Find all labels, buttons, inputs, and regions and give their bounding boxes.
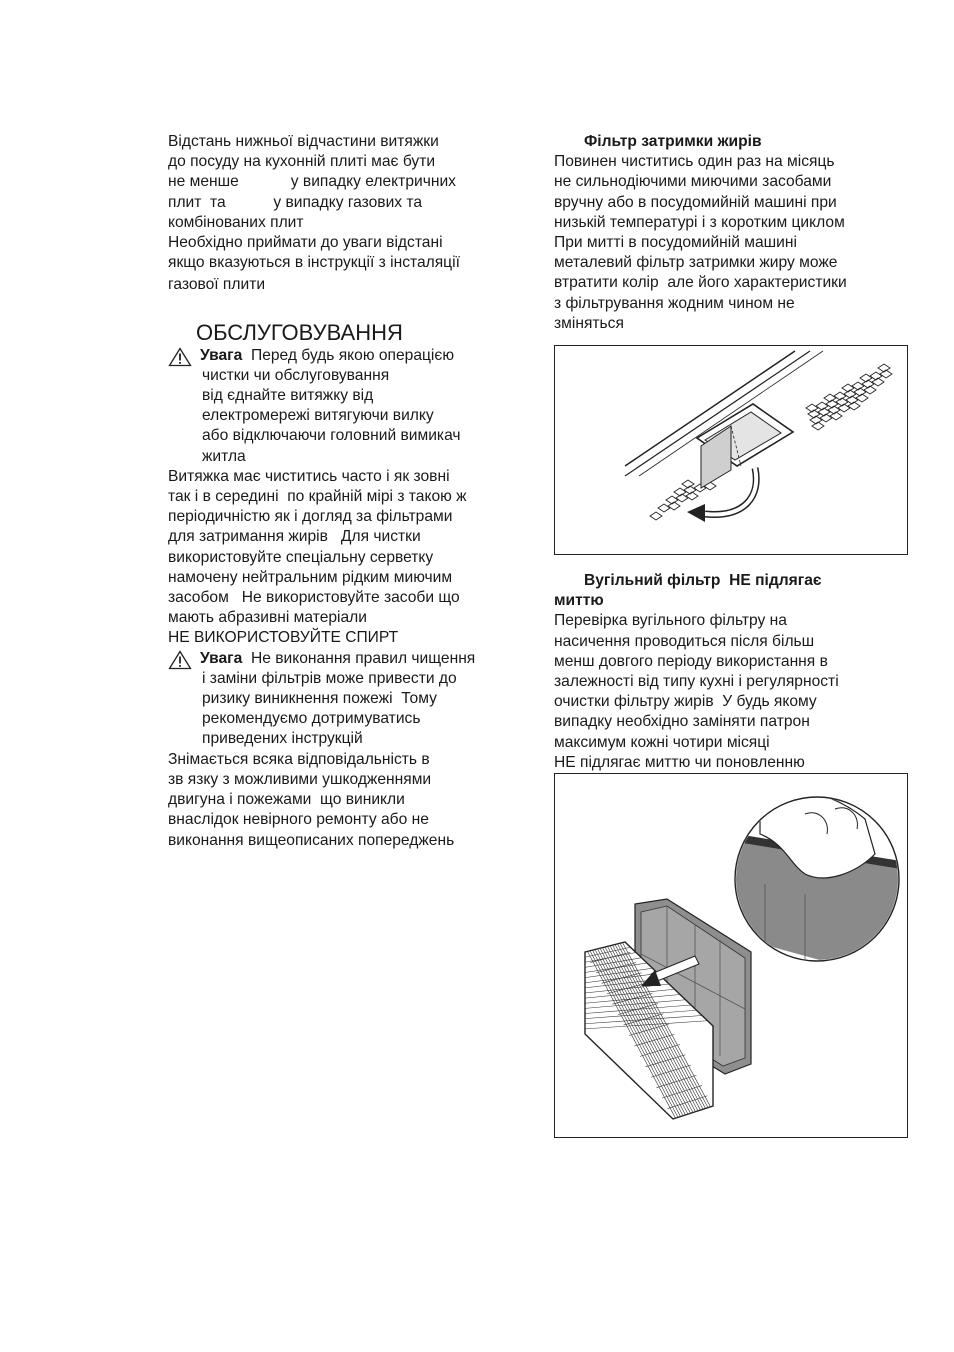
warning-triangle-icon (168, 347, 192, 367)
text-line: приведених інструкцій (202, 730, 363, 748)
text-line: якщо вказуються в інструкції з інсталяції (168, 254, 460, 272)
warning-text: Перед будь якою операцією (242, 346, 455, 364)
text-line: менш довгого періоду використання в (554, 652, 828, 670)
text-line: плит та у випадку газових та (168, 193, 423, 211)
text-line: не менше у випадку електричних (168, 173, 456, 191)
text-line: вручну або в посудомийній машині при (554, 193, 837, 211)
text-line: очистки фільтру жирів У будь якому (554, 693, 817, 711)
charcoal-filter-title-cont: миттю (554, 592, 604, 610)
text-line: виконання вищеописаних попереджень (168, 831, 455, 849)
text-line: мають абразивні матеріали (168, 609, 367, 627)
text-line: періодичністю як і догляд за фільтрами (168, 508, 453, 526)
text-line: до посуду на кухонній плиті має бути (168, 153, 436, 171)
charcoal-section (554, 571, 908, 773)
text-line: При митті в посудомийній машині (554, 234, 797, 252)
text-line: Відстань нижньої відчастини витяжки (168, 133, 439, 150)
text-line: Витяжка має чиститись часто і як зовні (168, 467, 450, 485)
text-line: низькій температурі і з коротким циклом (554, 213, 845, 231)
right-column (554, 132, 908, 334)
text-line: зміняться (554, 314, 624, 332)
text-line: чистки чи обслуговування (202, 366, 390, 384)
filter-hole (658, 504, 670, 512)
text-line: внаслідок невірного ремонту або не (168, 811, 429, 829)
text-line: використовуйте спеціальну серветку (168, 548, 434, 566)
grease-filter-text (554, 152, 908, 334)
grease-filter-illustration (554, 345, 908, 555)
text-line: двигуна і пожежами що виникли (168, 791, 405, 809)
text-line: не сильнодіючими миючими засобами (554, 173, 832, 191)
text-line: металевий фільтр затримки жиру може (554, 254, 838, 272)
text-line: газової плити (168, 276, 266, 294)
warning-triangle-icon (168, 650, 192, 670)
warning-block-2 (168, 649, 528, 750)
text-line: намочену нейтральним рідким миючим (168, 568, 453, 586)
text-line: електромережі витягуючи вилку (202, 407, 434, 425)
body-paragraph (168, 467, 528, 649)
warning-label: Увага (200, 346, 243, 364)
charcoal-filter-text (554, 611, 908, 773)
grease-filter-drawing (555, 346, 907, 554)
text-line: ризику виникнення пожежі Тому (202, 690, 437, 708)
text-line: засобом Не використовуйте засоби що (168, 589, 460, 607)
text-line: насичення проводиться після більш (554, 632, 815, 650)
text-line: так і в середині по крайній мірі з такою ж (168, 488, 467, 506)
text-line: або відключаючи головний вимикач (202, 427, 461, 445)
text-line: втратити колір але його характеристики (554, 274, 847, 292)
section-title: ОБСЛУГОВУВАННЯ (196, 319, 403, 345)
grease-filter-title: Фільтр затримки жирів (584, 133, 762, 150)
text-line: від єднайте витяжку від (202, 387, 374, 405)
charcoal-filter-title: Вугільний фільтр НЕ підлягає (584, 572, 822, 589)
left-column (168, 132, 528, 851)
text-line: НЕ ВИКОРИСТОВУЙТЕ СПИРТ (168, 629, 399, 647)
charcoal-filter-illustration (554, 773, 908, 1138)
text-line: Необхідно приймати до уваги відстані (168, 234, 443, 252)
warning-label: Увага (200, 649, 243, 667)
text-line: максимум кожні чотири місяці (554, 733, 770, 751)
text-line: залежності від типу кухні і регулярності (554, 673, 839, 691)
text-line: рекомендуємо дотримуватись (202, 710, 421, 728)
charcoal-filter-drawing (555, 774, 907, 1137)
closing-paragraph (168, 750, 528, 851)
text-line: житла (202, 447, 246, 465)
filter-hole (650, 512, 662, 520)
text-line: Перевірка вугільного фільтру на (554, 612, 787, 630)
text-line: з фільтрування жодним чином не (554, 294, 795, 312)
text-line: випадку необхідно заміняти патрон (554, 713, 810, 731)
text-line: НЕ підлягає миттю чи поновленню (554, 753, 805, 771)
text-line: комбінованих плит (168, 213, 304, 231)
text-line: і заміни фільтрів може привести до (202, 669, 457, 687)
text-line: Повинен чиститись один раз на місяць (554, 153, 835, 171)
warning-text: Не виконання правил чищення (242, 649, 476, 667)
warning-block-1 (168, 346, 528, 467)
text-line: для затримання жирів Для чистки (168, 528, 421, 546)
text-line: зв язку з можливими ушкодженнями (168, 770, 432, 788)
text-line: Знімається всяка відповідальність в (168, 750, 430, 768)
intro-paragraph (168, 132, 528, 296)
